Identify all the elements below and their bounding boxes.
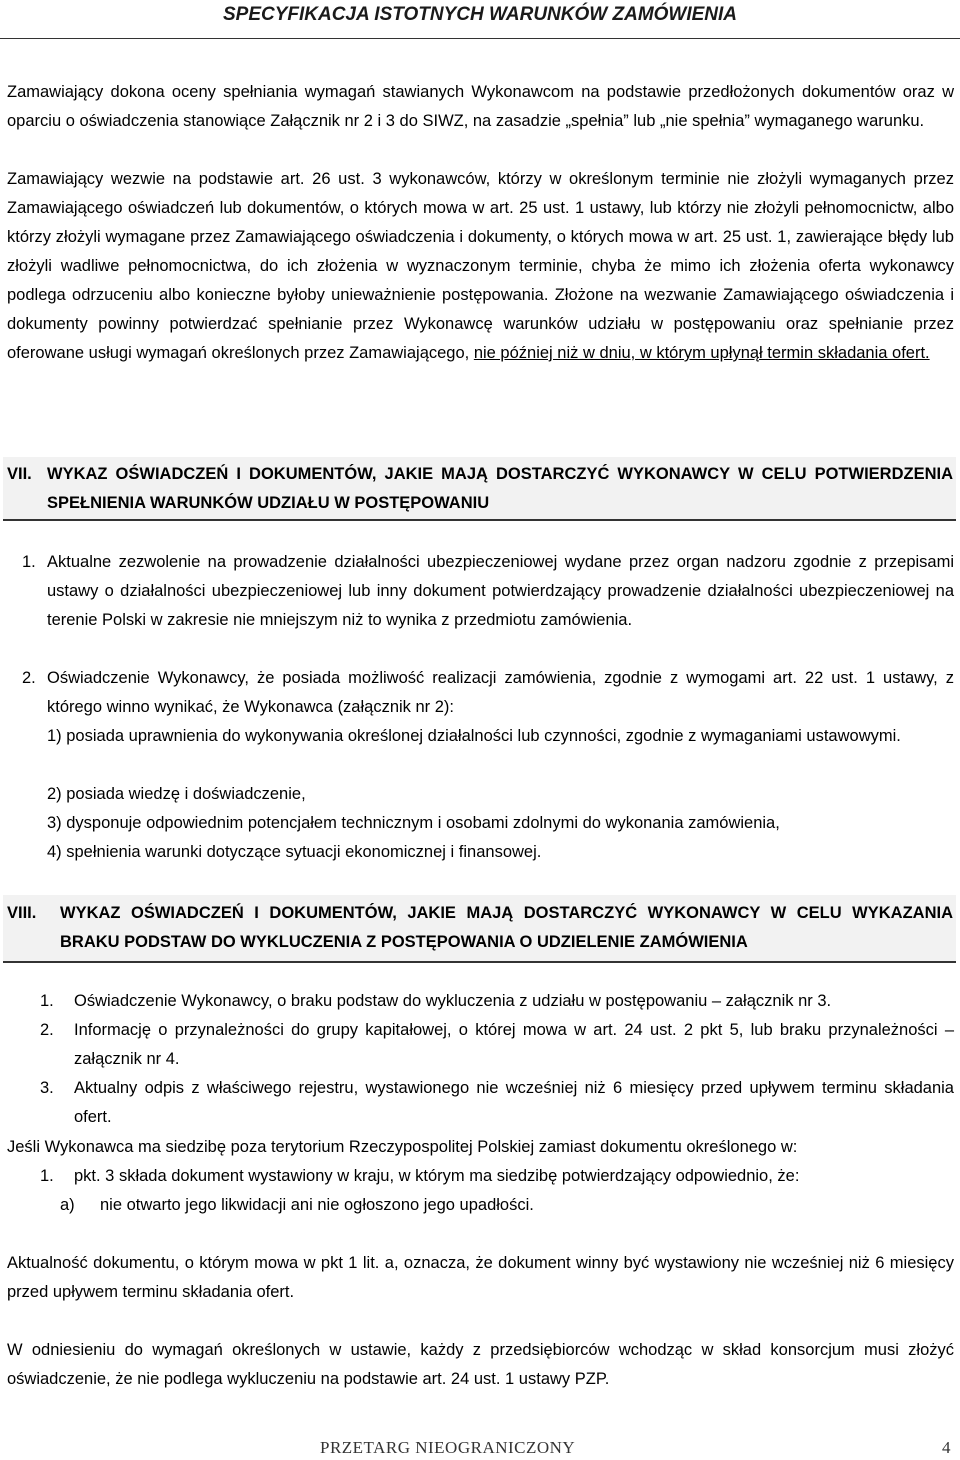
section-viii-title: WYKAZ OŚWIADCZEŃ I DOKUMENTÓW, JAKIE MAJĄ DOSTARCZYĆ WYKONAWCY W CELU WYKAZANIA BRAKU PODSTAW DO WYKLUCZENIA Z POSTĘPOWANIA O UDZIELENIE ZAMÓWIENIA [60,904,953,951]
consortium-paragraph: W odniesieniu do wymagań określonych w ustawie, każdy z przedsiębiorców wchodząc w skład konsorcjum musi złożyć oświadczenie, że nie podlega wykluczeniu na podstawie art. 24 ust. 1 ustawy PZP. [7,1341,954,1388]
subitem-text: 3) dysponuje odpowiednim potencjałem technicznym i osobami zdolnymi do wykonania zamówienia, [47,814,780,832]
subitem-text: 1) posiada uprawnienia do wykonywania określonej działalności lub czynności, zgodnie z wymaganiami ustawowymi. [47,727,901,745]
foreign-contractor-intro: Jeśli Wykonawca ma siedzibę poza terytorium Rzeczypospolitej Polskiej zamiast dokumentu określonego w: [7,1138,798,1156]
item-number: 2. [40,1021,54,1039]
intro-paragraph-2 [7,165,954,368]
section-viii-header [3,895,956,963]
page-header-title: SPECYFIKACJA ISTOTNYCH WARUNKÓW ZAMÓWIENIA [222,4,738,25]
item-text: Oświadczenie Wykonawcy, że posiada możliwość realizacji zamówienia, zgodnie z wymogami art. 22 ust. 1 ustawy, z którego winno wynikać, że Wykonawca (załącznik nr 2): [47,669,954,716]
section-vii-number: VII. [7,465,32,483]
item-text: pkt. 3 składa dokument wystawiony w kraju, w którym ma siedzibę potwierdzający odpowiednio, że: [74,1167,800,1185]
header-divider [0,38,960,39]
intro-paragraph-2-text: Zamawiający wezwie na podstawie art. 26 ust. 3 wykonawców, którzy w określonym terminie nie złożyli wymaganych przez Zamawiającego oświadczeń lub dokumentów, o których mowa w art. 25 ust. 1 ustawy, lub którzy nie złożyli pełnomocnictw, albo którzy złożyli wymagane przez Zamawiającego oświadczenia i dokumenty, o których mowa w art. 25 ust. 1, zawierające błędy lub złożyli wadliwe pełnomocnictwa, do ich złożenia w wyznaczonym terminie, chyba że mimo ich złożenia oferta wykonawcy podlega odrzuceniu albo konieczne byłoby unieważnienie postępowania. Złożone na wezwanie Zamawiającego oświadczenia i dokumenty powinny potwierdzać spełnianie przez Wykonawcę warunków udziału w postępowaniu oraz spełnianie przez oferowane usługi wymagań określonych przez Zamawiającego, [7,170,954,362]
item-number: 3. [40,1079,54,1097]
item-text: Informację o przynależności do grupy kapitałowej, o której mowa w art. 24 ust. 2 pkt 5, lub braku przynależności – załącznik nr 4. [74,1021,954,1068]
item-number: 2. [22,669,36,687]
subitem-text: 2) posiada wiedzę i doświadczenie, [47,785,306,803]
item-number: 1. [22,553,36,571]
item-text: Aktualne zezwolenie na prowadzenie działalności ubezpieczeniowej wydane przez organ nadzoru zgodnie z przepisami ustawy o działalności ubezpieczeniowej lub inny dokument potwierdzający prowadzenie działalności ubezpieczeniowej na terenie Polski w zakresie nie mniejszym niż to wynika z przedmiotu zamówienia. [47,553,954,629]
page-number: 4 [942,1438,951,1457]
item-text: Aktualny odpis z właściwego rejestru, wystawionego nie wcześniej niż 6 miesięcy przed upływem terminu składania ofert. [74,1079,954,1126]
actuality-paragraph: Aktualność dokumentu, o którym mowa w pkt 1 lit. a, oznacza, że dokument winny być wystawiony nie wcześniej niż 6 miesięcy przed upływem terminu składania ofert. [7,1254,954,1301]
subitem-text: 4) spełnienia warunki dotyczące sytuacji ekonomicznej i finansowej. [47,843,542,861]
item-text: Oświadczenie Wykonawcy, o braku podstaw do wykluczenia z udziału w postępowaniu – załącznik nr 3. [74,992,832,1010]
deadline-underlined-text: nie później niż w dniu, w którym upłynął termin składania ofert. [473,344,930,362]
intro-paragraph-1: Zamawiający dokona oceny spełniania wymagań stawianych Wykonawcom na podstawie przedłożonych dokumentów oraz w oparciu o oświadczenia stanowiące Załącznik nr 2 i 3 do SIWZ, na zasadzie „spełnia” lub „nie spełnia” wymaganego warunku. [7,83,954,130]
item-number: 1. [40,1167,54,1185]
footer-label: PRZETARG NIEOGRANICZONY [320,1438,576,1457]
section-vii-title: WYKAZ OŚWIADCZEŃ I DOKUMENTÓW, JAKIE MAJĄ DOSTARCZYĆ WYKONAWCY W CELU POTWIERDZENIA SPEŁNIENIA WARUNKÓW UDZIAŁU W POSTĘPOWANIU [47,465,953,512]
section-vii-header [3,457,956,521]
subitem-text: nie otwarto jego likwidacji ani nie ogłoszono jego upadłości. [100,1196,534,1214]
subitem-letter: a) [60,1196,75,1214]
section-viii-number: VIII. [7,904,37,922]
item-number: 1. [40,992,54,1010]
